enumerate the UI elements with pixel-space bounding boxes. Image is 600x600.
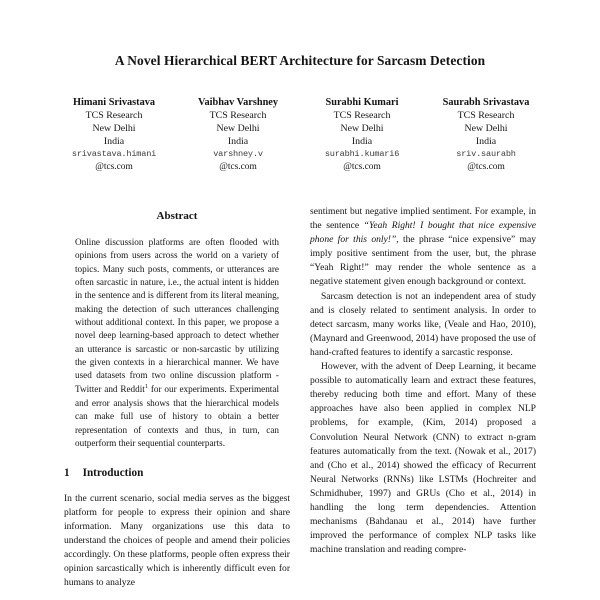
two-column-body <box>64 205 536 590</box>
section-number: 1 <box>64 466 70 479</box>
author-block <box>0 96 600 174</box>
author-name: Himani Srivastava <box>72 97 156 108</box>
author-email-domain: @tcs.com <box>343 162 381 172</box>
author-country: India <box>351 136 373 147</box>
author-affiliation: TCS Research <box>209 110 267 121</box>
left-column <box>64 205 290 590</box>
author-email-user: sriv.saurabh <box>456 149 516 159</box>
paragraph-text: sentiment but negative implied sentiment. For example, in the sentence <box>310 206 536 232</box>
abstract-heading: Abstract <box>156 210 198 222</box>
author-city: New Delhi <box>464 123 508 134</box>
paragraph-text: , the phrase “nice expensive” may imply positive sentiment from the user, but, the phrase “Yeah Right!” may render the whole sentence as a negative statement given enough background or context. <box>310 234 536 288</box>
abstract-text <box>75 236 279 451</box>
author-country: India <box>103 136 125 147</box>
paragraph-continuation <box>310 205 536 290</box>
author-email-user: srivastava.himani <box>71 149 157 159</box>
section-title: Introduction <box>82 466 144 479</box>
author-city: New Delhi <box>216 123 260 134</box>
author-name: Vaibhav Varshney <box>197 97 279 108</box>
paper-title: A Novel Hierarchical BERT Architecture for Sarcasm Detection <box>114 53 486 68</box>
author-1 <box>55 96 173 174</box>
author-email-domain: @tcs.com <box>95 162 133 172</box>
author-country: India <box>227 136 249 147</box>
author-affiliation: TCS Research <box>85 110 143 121</box>
italic-quote: “Yeah Right! I bought that nice expensive phone for this only!” <box>310 220 536 246</box>
author-4 <box>427 96 545 174</box>
paragraph: However, with the advent of Deep Learning, it became possible to automatically learn and extract these features, thereby reducing both time and effort. Many of these approaches have also been applied in complex NLP problems, for example, (Kim, 2014) proposed a Convolution Neural Network (CNN) to extract n-gram features automatically from the text. (Nowak et al., 2017) and (Cho et al., 2014) showed the efficacy of Recurrent Neural Networks (RNNs) like LSTMs (Hochreiter and Schmidhuber, 1997) and GRUs (Cho et al., 2014) in handling the long term dependencies. Attention mechanisms (Bahdanau et al., 2014) have further improved the performance of complex NLP tasks like machine translation and reading compre- <box>310 361 536 556</box>
section-heading-introduction <box>64 467 290 479</box>
author-country: India <box>475 136 497 147</box>
paragraph: Sarcasm detection is not an independent area of study and is closely related to sentiment analysis. In order to detect sarcasm, many works like, (Veale and Hao, 2010), (Maynard and Greenwood, 2014) have proposed the use of hand-crafted features to identify a sarcastic response. <box>310 290 536 358</box>
author-name: Surabhi Kumari <box>325 97 399 108</box>
author-email-user: varshney.v <box>213 149 263 159</box>
author-email-domain: @tcs.com <box>467 162 505 172</box>
author-email-domain: @tcs.com <box>219 162 257 172</box>
author-city: New Delhi <box>340 123 384 134</box>
author-name: Saurabh Srivastava <box>442 97 530 108</box>
abstract-part2: for our experiments. Experimental and error analysis shows that the hierarchical models can make full use of history to obtain a better representation of contexts and thus, in turn, can outperform their sequential counterparts. <box>75 383 279 449</box>
author-3 <box>303 96 421 174</box>
abstract-part1: Online discussion platforms are often flooded with opinions from users across the world on a variety of topics. Many such posts, comments, or utterances are often sarcastic in nature, i.e., the actual intent is hidden in the sentence and is different from its literal meaning, making the detection of such utterances challenging without additional context. In this paper, we propose a novel deep learning-based approach to detect whether an utterance is sarcastic or non-sarcastic by utilizing the given contexts in a hierarchical manner. We have used datasets from two online discussion platform - Twitter and Reddit <box>75 237 279 394</box>
author-2 <box>179 96 297 174</box>
author-city: New Delhi <box>92 123 136 134</box>
footnote-marker: 1 <box>144 383 148 391</box>
introduction-paragraph: In the current scenario, social media serves as the biggest platform for people to express their opinion and share information. Many organizations use this data to understand the choices of people and amend their policies accordingly. On these platforms, people often express their opinion sarcastically which is inherently difficult even for humans to analyze <box>64 492 290 589</box>
author-affiliation: TCS Research <box>457 110 515 121</box>
author-affiliation: TCS Research <box>333 110 391 121</box>
author-email-user: surabhi.kumari6 <box>324 149 400 159</box>
right-column <box>310 205 536 590</box>
